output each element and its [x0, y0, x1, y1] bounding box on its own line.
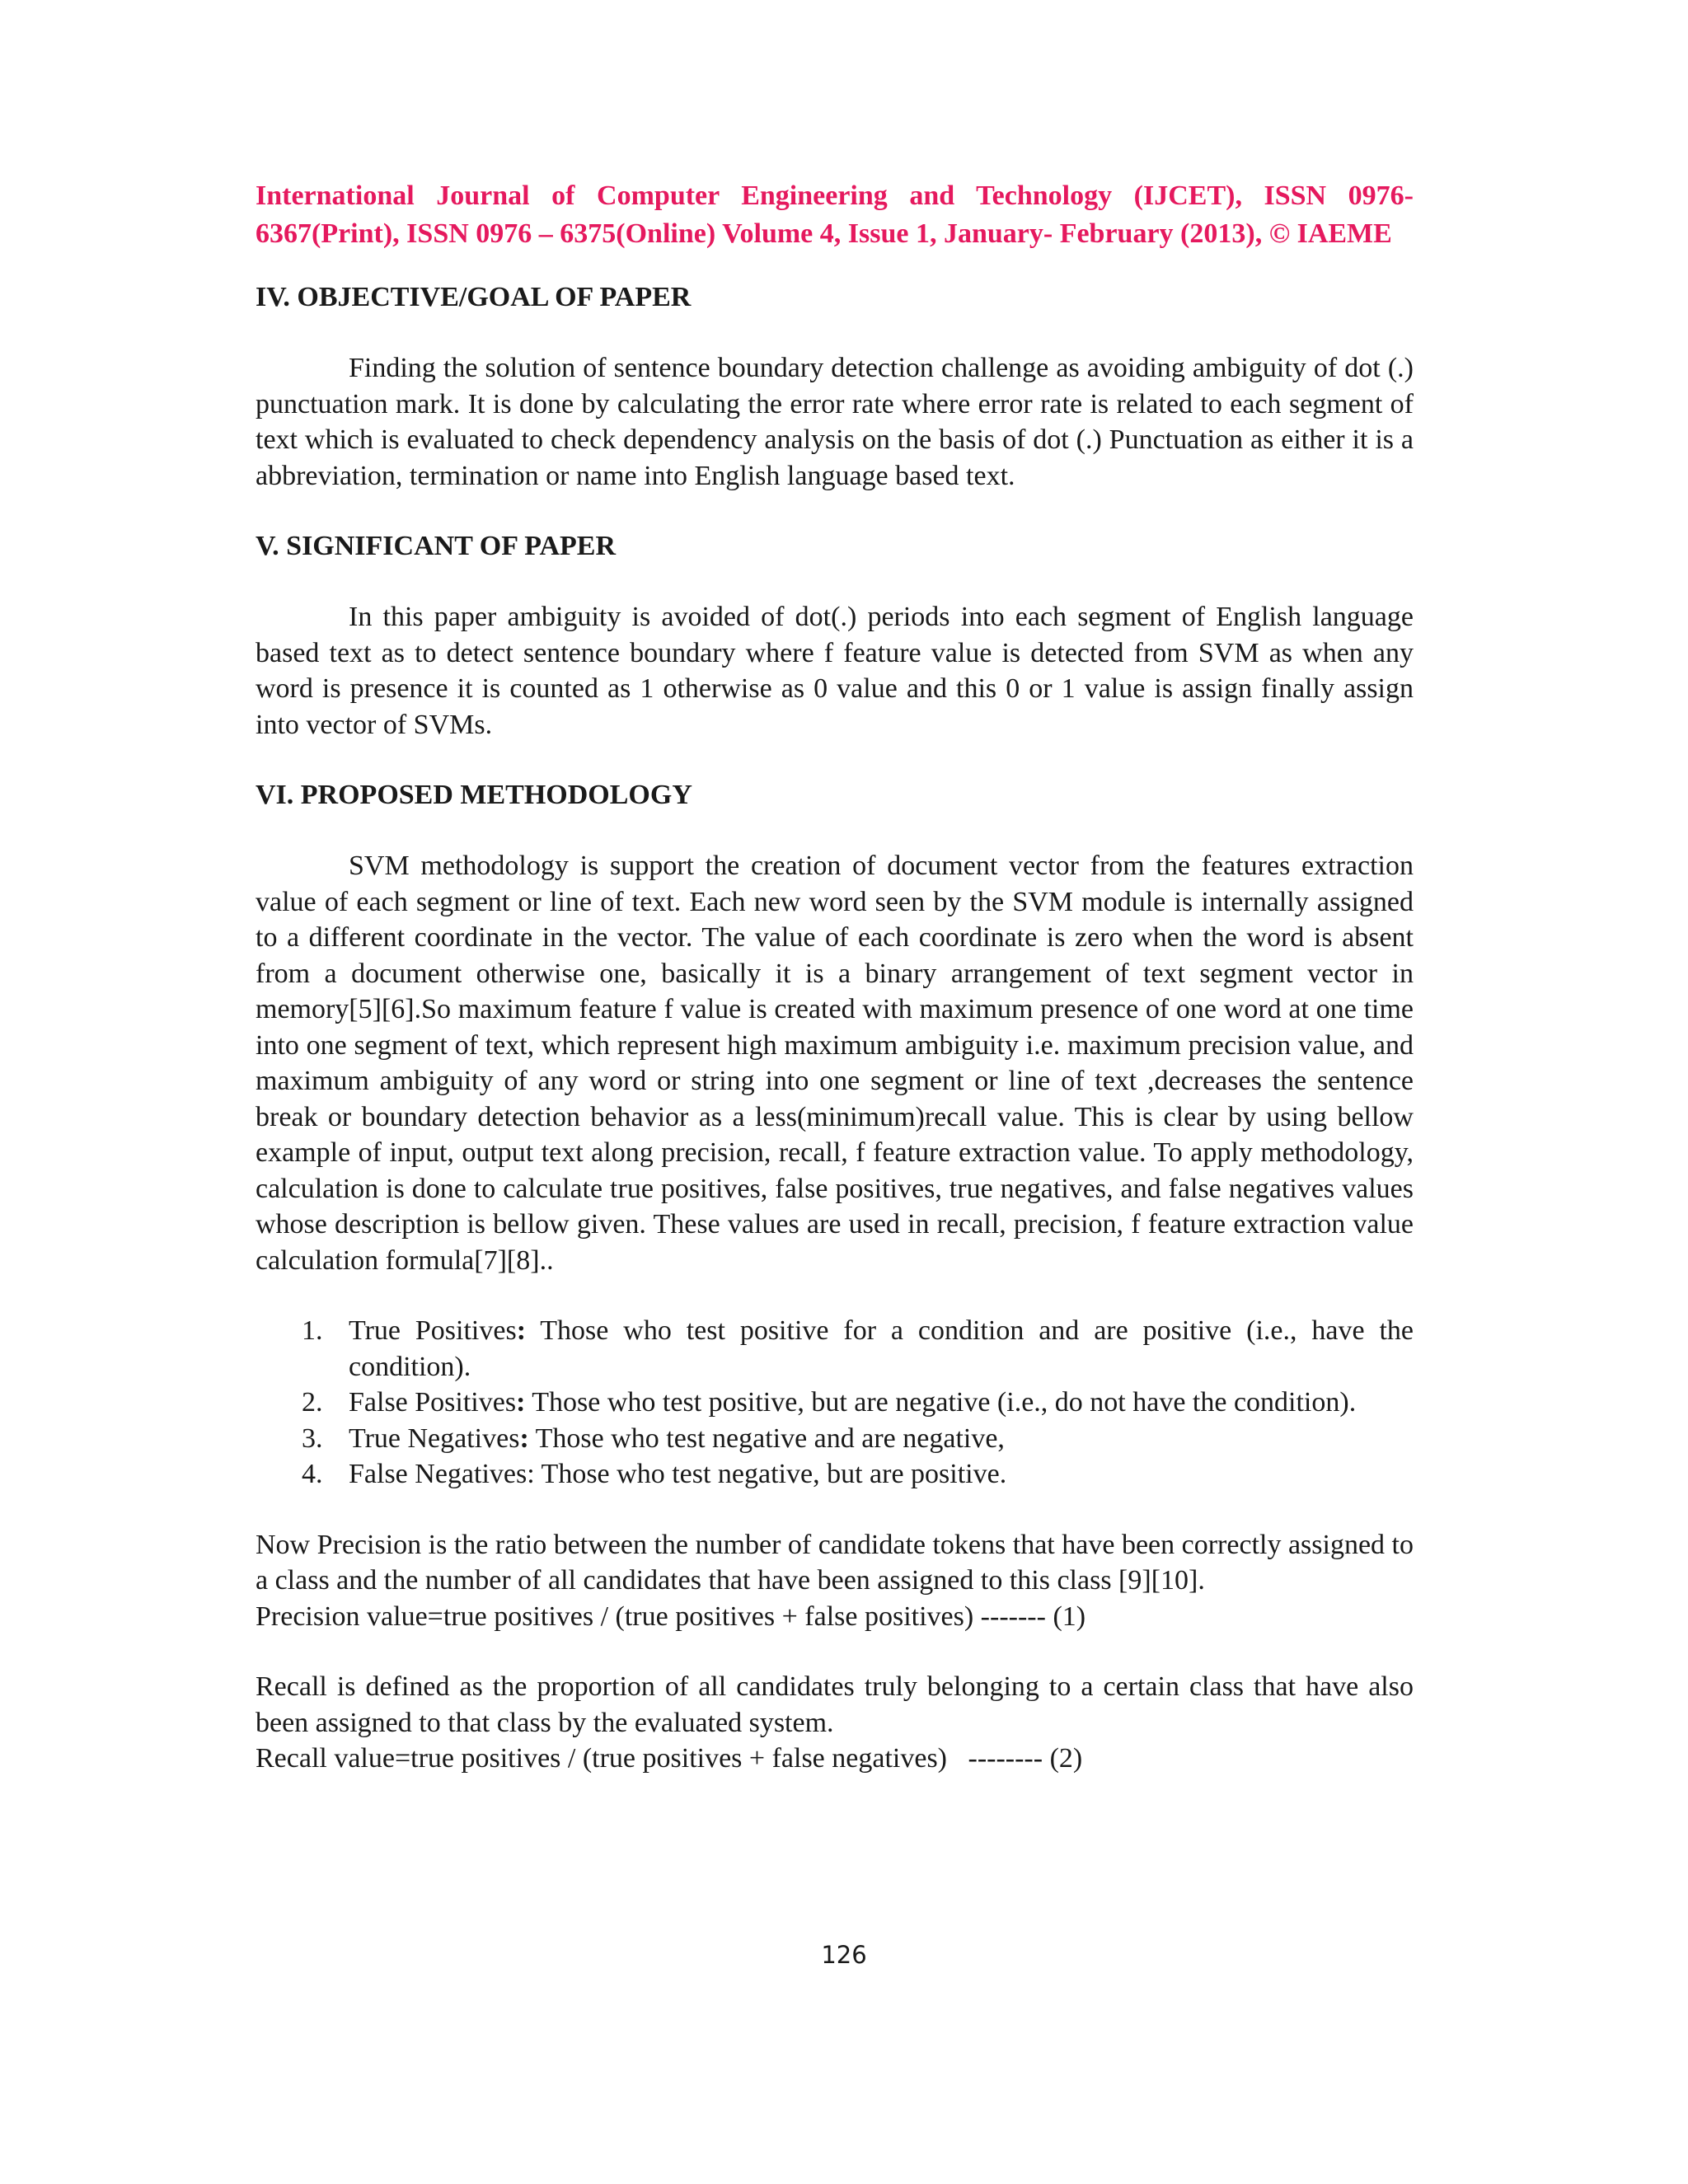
section-heading-significant: V. SIGNIFICANT OF PAPER	[256, 531, 617, 561]
list-item-number: 3.	[302, 1422, 323, 1454]
objective-paragraph: Finding the solution of sentence boundary detection challenge as avoiding ambiguity of dot (.) punctuation mark. It is done by calculating the error rate where error rate is related to each segment of text which is evaluated to check dependency analysis on the basis of dot (.) Punctuation as either it is a abbreviation, termination or name into English language based text.	[256, 353, 1414, 491]
list-item	[256, 1313, 1414, 1385]
list-item-colon: :	[527, 1459, 535, 1489]
paper-page	[256, 177, 1414, 1777]
journal-header-line-2: 6367(Print), ISSN 0976 – 6375(Online) Volume 4, Issue 1, January- February (2013), © IAEME	[256, 218, 1392, 249]
significant-paragraph: In this paper ambiguity is avoided of dot(.) periods into each segment of English language based text as to detect sentence boundary where f feature value is detected from SVM as when any word is presence it is counted as 1 otherwise as 0 value and this 0 or 1 value is assign finally assign into vector of SVMs.	[256, 602, 1414, 740]
precision-definition: Now Precision is the ratio between the number of candidate tokens that have been correctly assigned to a class and the number of all candidates that have been assigned to this class [9][10].	[256, 1529, 1414, 1596]
list-item-description: Those who test positive, but are negative (i.e., do not have the condition).	[525, 1387, 1357, 1418]
list-item-colon: :	[519, 1422, 529, 1454]
list-item-term: True Negatives	[349, 1422, 520, 1454]
list-item	[256, 1385, 1414, 1421]
list-item	[256, 1456, 1414, 1493]
list-item-term: True Positives	[349, 1315, 517, 1346]
list-item-number: 2.	[302, 1387, 323, 1418]
list-item-term: False Negatives	[349, 1459, 528, 1489]
list-item-colon: :	[516, 1315, 527, 1346]
page-number: 126	[821, 1941, 867, 1969]
section-heading-methodology: VI. PROPOSED METHODOLOGY	[256, 780, 692, 810]
list-item-description: Those who test positive for a condition and are positive (i.e., have the condition).	[349, 1315, 1414, 1382]
definition-list	[256, 1313, 1414, 1493]
list-item-number: 1.	[302, 1315, 323, 1346]
list-item	[256, 1421, 1414, 1457]
journal-header	[256, 177, 1414, 253]
section-heading-objective: IV. OBJECTIVE/GOAL OF PAPER	[256, 282, 692, 312]
methodology-paragraph: SVM methodology is support the creation of document vector from the features extraction value of each segment or line of text. Each new word seen by the SVM module is internally assigned to a different coordinate in the vector. The value of each coordinate is zero when the word is absent from a document otherwise one, basically it is a binary arrangement of text segment vector in memory[5][6].So maximum feature f value is created with maximum presence of one word at one time into one segment of text, which represent high maximum ambiguity i.e. maximum precision value, and maximum ambiguity of any word or string into one segment or line of text ,decreases the sentence break or boundary detection behavior as a less(minimum)recall value. This is clear by using bellow example of input, output text along precision, recall, f feature extraction value. To apply methodology, calculation is done to calculate true positives, false positives, true negatives, and false negatives values whose description is bellow given. These values are used in recall, precision, f feature extraction value calculation formula[7][8]..	[256, 851, 1414, 1276]
recall-definition: Recall is defined as the proportion of all candidates truly belonging to a certain class that have also been assigned to that class by the evaluated system.	[256, 1671, 1414, 1738]
list-item-description: Those who test negative and are negative,	[528, 1422, 1005, 1454]
recall-formula: Recall value=true positives / (true positives + false negatives) -------- (2)	[256, 1743, 1083, 1774]
list-item-description: Those who test negative, but are positive.	[534, 1459, 1007, 1489]
precision-formula: Precision value=true positives / (true positives + false positives) ------- (1)	[256, 1601, 1086, 1632]
list-item-number: 4.	[302, 1459, 323, 1489]
list-item-colon: :	[516, 1387, 526, 1418]
list-item-term: False Positives	[349, 1387, 517, 1418]
journal-header-line-1: International Journal of Computer Engineering and Technology (IJCET), ISSN 0976-	[256, 180, 1414, 211]
